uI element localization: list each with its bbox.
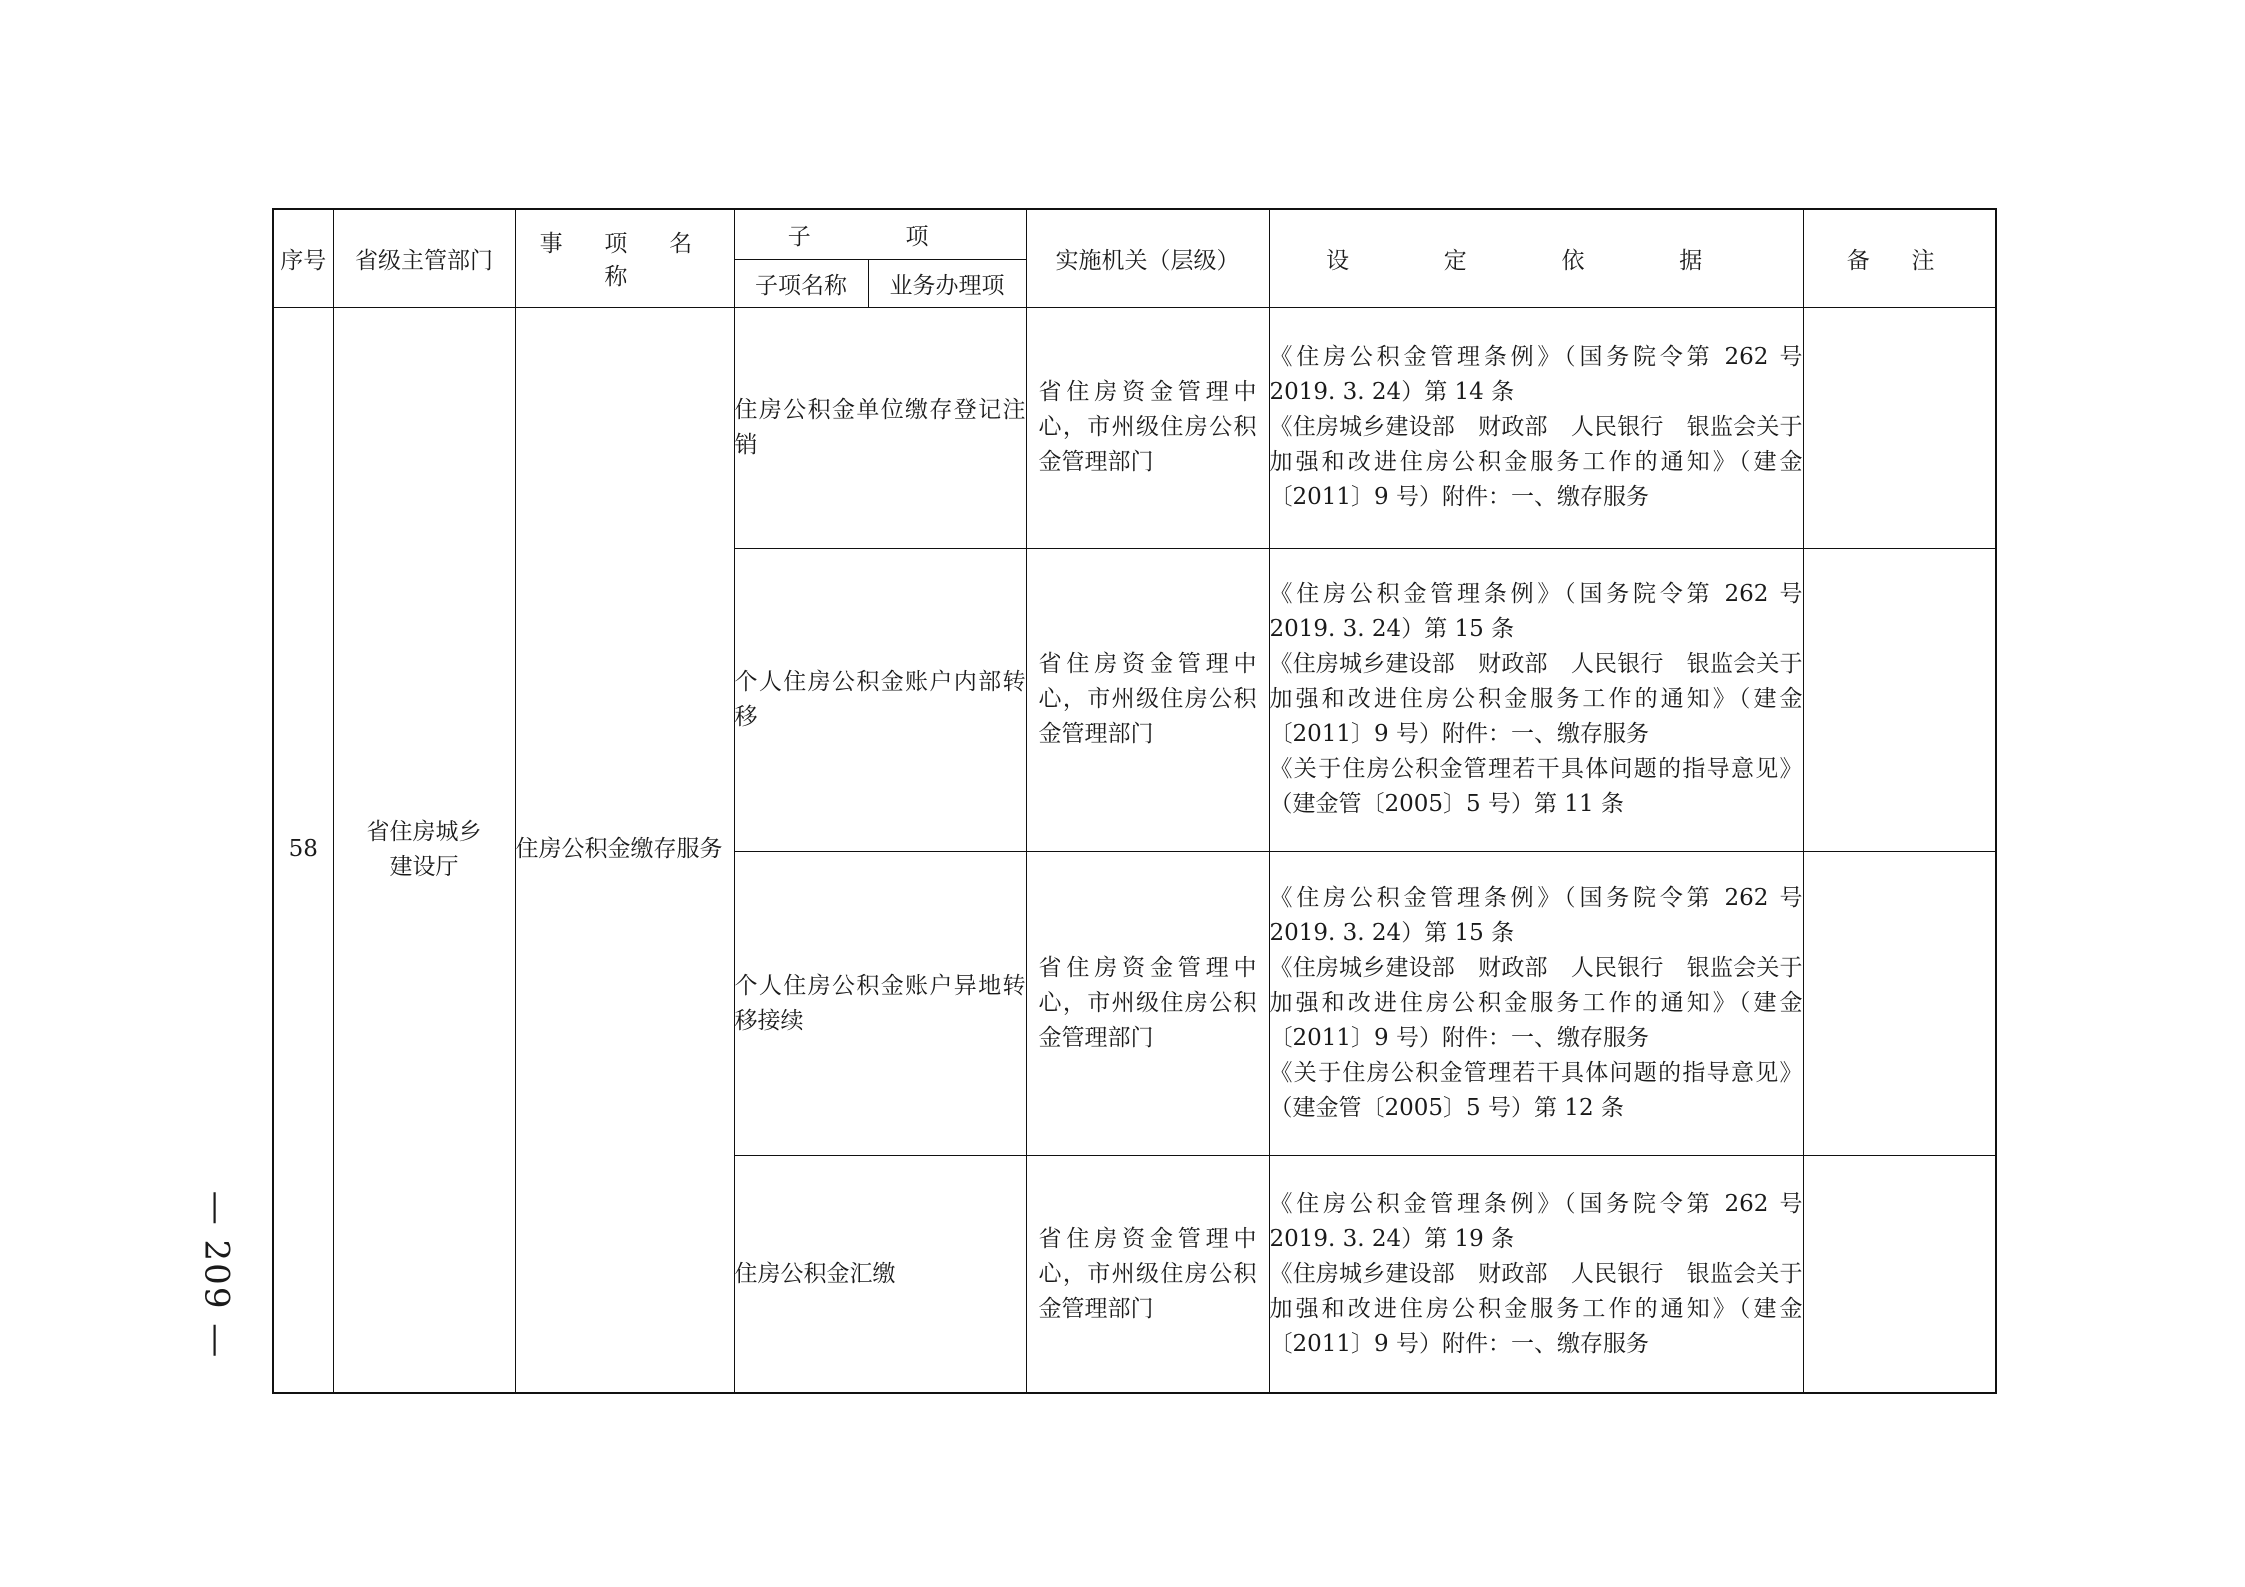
remarks (1803, 307, 1996, 548)
group-item-name: 住房公积金缴存服务 (515, 307, 734, 1393)
agency: 省住房资金管理中心，市州级住房公积金管理部门 (1026, 851, 1269, 1155)
sub-item-name: 住房公积金单位缴存登记注销 (734, 307, 1026, 548)
header-basis: 设 定 依 据 (1269, 209, 1803, 307)
basis-line: 《住房城乡建设部 财政部 人民银行 银监会关于加强和改进住房公积金服务工作的通知》（建金〔2011〕9 号）附件：一、缴存服务 (1269, 651, 1803, 748)
sub-item-name: 个人住房公积金账户内部转移 (734, 548, 1026, 851)
remarks (1803, 851, 1996, 1155)
page-number-text: — 209 — (196, 1190, 237, 1360)
basis-line: 《关于住房公积金管理若干具体问题的指导意见》（建金管〔2005〕5 号）第 12 条 (1269, 1060, 1803, 1122)
basis-line: 《住房公积金管理条例》（国务院令第 262 号 2019. 3. 24）第 19 条 (1269, 1190, 1803, 1252)
service-items-table (272, 208, 1997, 1394)
page-number (196, 1185, 236, 1365)
table-row (273, 307, 1996, 548)
basis-line: 《住房公积金管理条例》（国务院令第 262 号 2019. 3. 24）第 15 条 (1269, 581, 1803, 643)
sub-item-name: 住房公积金汇缴 (734, 1156, 1026, 1393)
header-agency: 实施机关（层级） (1026, 209, 1269, 307)
header-sub-item-name: 子项名称 (734, 259, 868, 307)
basis (1269, 307, 1803, 548)
basis-line: 《住房城乡建设部 财政部 人民银行 银监会关于加强和改进住房公积金服务工作的通知》（建金〔2011〕9 号）附件：一、缴存服务 (1269, 414, 1803, 511)
agency: 省住房资金管理中心，市州级住房公积金管理部门 (1026, 548, 1269, 851)
basis (1269, 1156, 1803, 1393)
agency: 省住房资金管理中心，市州级住房公积金管理部门 (1026, 307, 1269, 548)
agency: 省住房资金管理中心，市州级住房公积金管理部门 (1026, 1156, 1269, 1393)
header-sub-item: 子 项 (734, 209, 1026, 259)
basis-line: 《住房城乡建设部 财政部 人民银行 银监会关于加强和改进住房公积金服务工作的通知》（建金〔2011〕9 号）附件：一、缴存服务 (1269, 1260, 1803, 1357)
remarks (1803, 548, 1996, 851)
header-business-item: 业务办理项 (868, 259, 1026, 307)
basis-line: 《住房城乡建设部 财政部 人民银行 银监会关于加强和改进住房公积金服务工作的通知》（建金〔2011〕9 号）附件：一、缴存服务 (1269, 955, 1803, 1052)
header-item-name: 事 项 名 称 (515, 209, 734, 307)
basis-line: 《住房公积金管理条例》（国务院令第 262 号 2019. 3. 24）第 15 条 (1269, 885, 1803, 947)
sub-item-name: 个人住房公积金账户异地转移接续 (734, 851, 1026, 1155)
group-seq: 58 (273, 307, 333, 1393)
header-remarks: 备 注 (1803, 209, 1996, 307)
remarks (1803, 1156, 1996, 1393)
header-seq: 序号 (273, 209, 333, 307)
basis-line: 《关于住房公积金管理若干具体问题的指导意见》（建金管〔2005〕5 号）第 11 条 (1269, 756, 1803, 818)
basis (1269, 548, 1803, 851)
group-department: 省住房城乡建设厅 (333, 307, 515, 1393)
header-department: 省级主管部门 (333, 209, 515, 307)
basis (1269, 851, 1803, 1155)
basis-line: 《住房公积金管理条例》（国务院令第 262 号 2019. 3. 24）第 14 条 (1269, 344, 1803, 406)
